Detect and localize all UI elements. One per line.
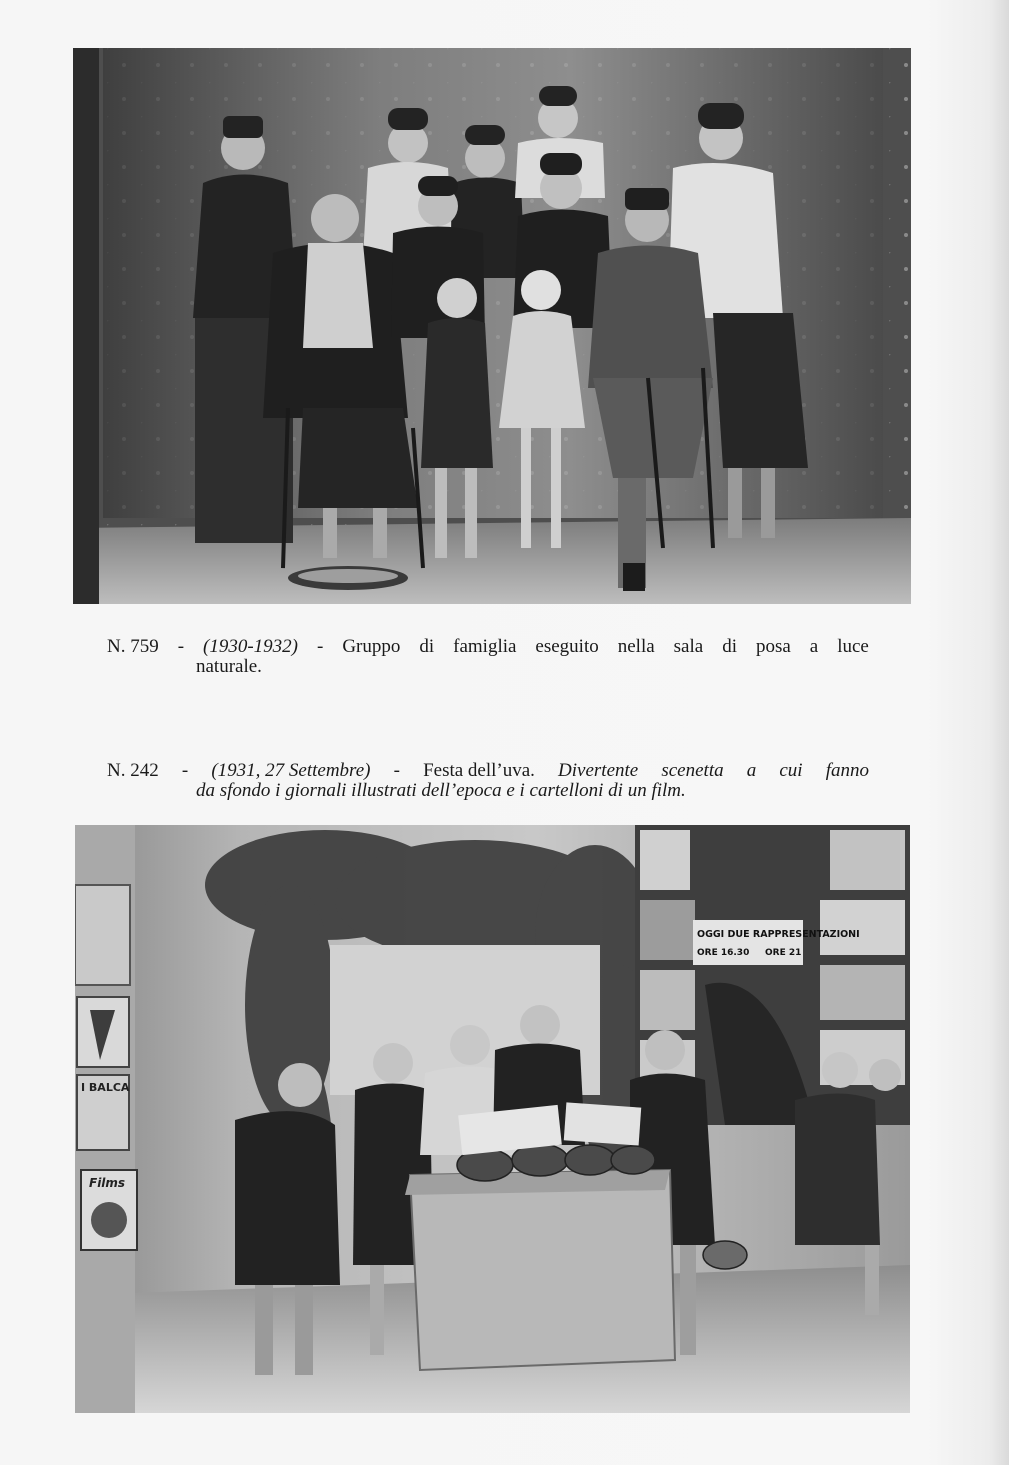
caption-759	[107, 637, 869, 677]
caption-word: eseguito	[535, 636, 599, 657]
poster-headline: OGGI DUE RAPPRESENTAZIONI	[697, 929, 860, 940]
caption-word: nella	[617, 636, 655, 657]
caption-word: fanno	[825, 760, 869, 781]
poster-time-2: ORE 21	[765, 948, 802, 958]
caption-242-line-1	[107, 761, 869, 781]
grape-festival-photo	[75, 825, 910, 1413]
caption-242-line-2: da sfondo i giornali illustrati dell’epoca e i cartelloni di un film.	[196, 780, 686, 801]
poster-time-1: ORE 16.30	[697, 948, 750, 958]
caption-word: scenetta	[661, 760, 724, 781]
caption-number: N. 242	[107, 760, 159, 781]
caption-word: famiglia	[453, 636, 517, 657]
caption-title: Festa dell’uva.	[423, 760, 535, 781]
caption-242	[107, 761, 869, 801]
caption-759-line-2: naturale.	[196, 656, 262, 677]
caption-word: sala	[673, 636, 704, 657]
caption-word: di	[419, 636, 435, 657]
caption-word: Divertente	[558, 760, 639, 781]
caption-word: Gruppo	[342, 636, 401, 657]
caption-separator: -	[177, 636, 185, 657]
caption-word: cui	[779, 760, 803, 781]
caption-separator: -	[181, 760, 189, 781]
caption-word: a	[746, 760, 757, 781]
magazine-title-1: I BALCA	[81, 1081, 130, 1094]
caption-number: N. 759	[107, 636, 159, 657]
caption-759-line-1	[107, 637, 869, 657]
caption-separator: -	[393, 760, 400, 781]
caption-word: luce	[837, 636, 869, 657]
caption-word: di	[722, 636, 737, 657]
magazine-title-2: Films	[89, 1176, 126, 1190]
caption-date: (1930-1932)	[203, 636, 299, 657]
caption-separator: -	[317, 636, 324, 657]
caption-word: a	[809, 636, 819, 657]
caption-date: (1931, 27 Settembre)	[211, 760, 371, 781]
caption-word: posa	[755, 636, 791, 657]
family-portrait-photo	[73, 48, 911, 604]
